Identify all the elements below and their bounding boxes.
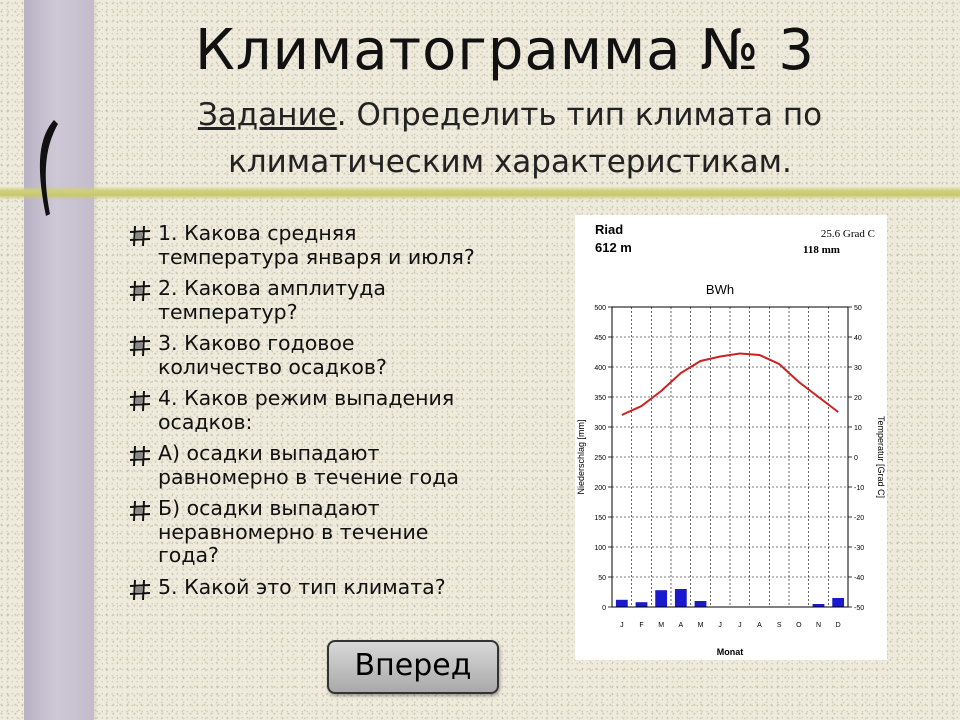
question-list xyxy=(126,222,506,607)
question-line: А) осадки выпадают xyxy=(158,441,380,465)
x-tick-label: A xyxy=(678,622,684,629)
y-tick-label-right: -40 xyxy=(854,575,865,582)
x-axis-label: Monat xyxy=(716,647,744,657)
question-line: неравномерно в течение xyxy=(158,519,429,544)
question-item xyxy=(126,332,506,379)
x-tick-label: D xyxy=(835,622,841,629)
y-tick-label-left: 450 xyxy=(594,335,606,342)
precip-bar xyxy=(636,602,648,607)
hash-bullet-icon xyxy=(128,389,152,413)
climate-class: BWh xyxy=(705,282,735,297)
y-tick-label-left: 0 xyxy=(602,605,606,612)
y-tick-label-left: 250 xyxy=(594,455,606,462)
task-rest: . Определить тип климата по xyxy=(336,97,823,133)
y-axis-left-label: Niederschlag [mm] xyxy=(576,419,586,495)
divider-stripe xyxy=(0,186,960,200)
question-item xyxy=(126,576,506,600)
question-item xyxy=(126,222,506,269)
left-decor-band xyxy=(24,0,94,720)
y-tick-label-left: 50 xyxy=(598,575,606,582)
question-line: 3. Каково годовое xyxy=(158,331,355,355)
x-tick-label: A xyxy=(757,622,762,629)
precip-bar xyxy=(675,589,687,607)
hash-bullet-icon xyxy=(128,499,152,523)
task-text xyxy=(130,92,890,186)
y-tick-label-right: -30 xyxy=(854,545,865,552)
question-line: 5. Какой это тип климата? xyxy=(158,574,446,599)
y-tick-label-right: -50 xyxy=(854,605,865,612)
x-tick-label: M xyxy=(658,622,665,629)
question-line: температур? xyxy=(158,299,298,324)
x-tick-label: M xyxy=(697,622,704,629)
chart-svg xyxy=(575,215,887,660)
precip-bar xyxy=(655,590,667,607)
question-line: 1. Какова средняя xyxy=(158,221,357,245)
annual-precip: 118 mm xyxy=(803,244,840,256)
hash-bullet-icon xyxy=(128,578,152,602)
y-tick-label-left: 100 xyxy=(594,545,606,552)
task-line2: климатическим характеристикам. xyxy=(228,144,792,180)
y-tick-label-left: 350 xyxy=(594,395,606,402)
x-tick-label: J xyxy=(738,622,742,629)
question-item xyxy=(126,387,506,434)
y-tick-label-right: 50 xyxy=(854,305,862,312)
hash-bullet-icon xyxy=(128,279,152,303)
station-elevation: 612 m xyxy=(595,240,632,255)
y-tick-label-right: 0 xyxy=(854,455,858,462)
bracket-decoration xyxy=(34,118,60,218)
task-label: Задание xyxy=(197,97,337,133)
x-tick-label: J xyxy=(718,622,722,629)
hash-bullet-icon xyxy=(128,224,152,248)
y-tick-label-right: 10 xyxy=(854,425,862,432)
y-tick-label-left: 200 xyxy=(594,485,606,492)
x-tick-label: J xyxy=(620,622,624,629)
question-item xyxy=(126,497,506,568)
precip-bar xyxy=(832,598,844,607)
question-line: 4. Каков режим выпадения xyxy=(158,386,455,410)
question-line: осадков: xyxy=(158,409,253,434)
y-tick-label-left: 300 xyxy=(594,425,606,432)
y-axis-right-label: Temperatur [Grad C] xyxy=(876,415,886,499)
precip-bar xyxy=(695,601,707,607)
precip-bar xyxy=(616,600,628,607)
y-tick-label-left: 400 xyxy=(594,365,606,372)
x-tick-label: S xyxy=(776,622,782,629)
question-item xyxy=(126,442,506,489)
y-tick-label-right: 40 xyxy=(854,335,862,342)
y-tick-label-right: 20 xyxy=(854,395,862,402)
slide-title: Климатограмма № 3 xyxy=(195,18,815,83)
y-tick-label-right: 30 xyxy=(854,365,862,372)
x-tick-label: F xyxy=(639,622,644,629)
question-item xyxy=(126,277,506,324)
station-name: Riad xyxy=(595,222,624,237)
question-line: количество осадков? xyxy=(158,354,387,379)
y-tick-label-left: 150 xyxy=(594,515,606,522)
question-line: Б) осадки выпадают xyxy=(158,496,380,520)
x-tick-label: O xyxy=(796,622,802,629)
annual-temp: 25.6 Grad C xyxy=(820,228,875,240)
x-tick-label: N xyxy=(815,622,822,629)
question-line: года? xyxy=(158,543,219,567)
plot-area xyxy=(594,305,864,629)
hash-bullet-icon xyxy=(128,334,152,358)
hash-bullet-icon xyxy=(128,444,152,468)
y-tick-label-right: -10 xyxy=(854,485,865,492)
y-tick-label-left: 500 xyxy=(594,305,606,312)
question-line: 2. Какова амплитуда xyxy=(158,276,386,300)
climate-chart xyxy=(575,215,887,660)
next-button[interactable]: Вперед xyxy=(327,640,499,694)
question-line: температура января и июля? xyxy=(158,244,475,269)
y-tick-label-right: -20 xyxy=(854,515,865,522)
question-line: равномерно в течение года xyxy=(158,464,459,489)
